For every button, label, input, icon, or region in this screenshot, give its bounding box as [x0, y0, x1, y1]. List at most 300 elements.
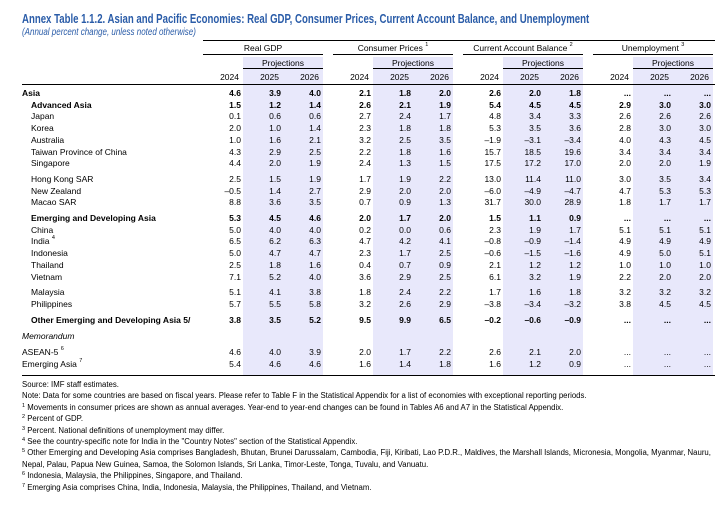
cell-value: 1.9: [309, 158, 321, 169]
cell-value: 4.1: [439, 236, 451, 247]
top-rule: [203, 40, 715, 41]
table-row: [0, 287, 725, 299]
cell-value: –3.2: [564, 298, 581, 309]
cell-value: 4.9: [659, 236, 671, 247]
cell-value: 7.1: [229, 271, 241, 282]
table-row: [0, 359, 725, 371]
footnote-ref: 2: [569, 42, 573, 48]
cell-value: 3.0: [659, 123, 671, 134]
cell-value: 1.7: [399, 213, 411, 223]
table-row: [0, 260, 725, 272]
footnote-text: Indonesia, Malaysia, the Philippines, Singapore, and Thailand.: [27, 471, 243, 481]
cell-value: ...: [623, 358, 631, 369]
cell-value: 18.5: [524, 146, 541, 157]
cell-value: 1.7: [359, 173, 371, 184]
cell-value: 3.2: [529, 271, 541, 282]
cell-value: 2.0: [529, 88, 541, 98]
row-label-text: Thailand: [31, 259, 64, 270]
table-row: [0, 213, 725, 225]
cell-value: 1.8: [569, 88, 581, 98]
cell-value: 1.0: [659, 259, 671, 270]
year-header: 2025: [520, 72, 539, 82]
cell-value: 1.9: [699, 158, 711, 169]
table-row: [0, 236, 725, 248]
cell-value: 1.7: [399, 347, 411, 357]
cell-value: ...: [703, 314, 711, 325]
cell-value: 3.2: [359, 134, 371, 145]
cell-value: 1.3: [399, 158, 411, 169]
row-label-text: Indonesia: [31, 248, 68, 259]
cell-value: 2.1: [529, 347, 541, 357]
cell-value: 2.3: [359, 248, 371, 259]
cell-value: 0.9: [439, 259, 451, 270]
cell-value: 2.7: [359, 111, 371, 122]
cell-value: 4.7: [269, 248, 281, 259]
table-row: [0, 174, 725, 186]
group-header-label: Current Account Balance: [473, 43, 568, 53]
cell-value: –6.0: [484, 185, 501, 196]
cell-value: 2.0: [699, 271, 711, 282]
cell-value: 5.2: [269, 271, 281, 282]
cell-value: 2.4: [399, 111, 411, 122]
cell-value: 3.5: [529, 123, 541, 134]
row-label: [31, 213, 156, 223]
year-header: 2024: [350, 72, 369, 82]
row-label: [31, 135, 64, 145]
cell-value: 1.7: [699, 197, 711, 208]
cell-value: 1.8: [359, 287, 371, 298]
cell-value: 1.6: [439, 146, 451, 157]
footnote: [22, 470, 722, 481]
cell-value: 2.6: [699, 111, 711, 122]
cell-value: 1.9: [569, 271, 581, 282]
cell-value: 1.8: [399, 88, 411, 98]
cell-value: 4.6: [309, 213, 321, 223]
cell-value: 31.7: [484, 197, 501, 208]
cell-value: –3.1: [524, 134, 541, 145]
row-label-text: New Zealand: [31, 185, 82, 196]
table-row: [0, 197, 725, 209]
cell-value: 2.0: [359, 347, 371, 357]
row-label: [31, 260, 64, 270]
group-header: [333, 43, 453, 53]
cell-value: 3.0: [659, 99, 671, 110]
cell-value: 1.6: [269, 134, 281, 145]
projections-header: Projections: [521, 58, 565, 68]
header-rule: [22, 84, 715, 85]
footnote-text: Percent. National definitions of unemployment may differ.: [27, 425, 225, 435]
cell-value: –0.6: [484, 248, 501, 259]
table-row: [0, 147, 725, 159]
cell-value: 1.6: [489, 358, 501, 369]
cell-value: 2.1: [399, 99, 411, 110]
projections-rule: [633, 68, 713, 69]
row-label-text: Asia: [22, 88, 40, 98]
cell-value: 2.7: [309, 185, 321, 196]
cell-value: 2.0: [659, 158, 671, 169]
table-subtitle: (Annual percent change, unless noted otherwise): [22, 27, 196, 38]
table-row: [0, 331, 725, 343]
cell-value: 1.2: [269, 99, 281, 110]
row-label-text: Emerging Asia: [22, 358, 77, 369]
footnote-text: Source: IMF staff estimates.: [22, 380, 119, 389]
row-label: [31, 287, 65, 297]
footnote-ref: 1: [425, 42, 429, 48]
cell-value: 2.6: [619, 111, 631, 122]
cell-value: 1.0: [269, 123, 281, 134]
cell-value: 4.5: [699, 298, 711, 309]
footnote-text: Movements in consumer prices are shown as annual averages. Year-end to year-end changes can be found in Tables A6 and A7 in the Statistical Appendix.: [27, 402, 564, 412]
cell-value: –4.7: [564, 185, 581, 196]
cell-value: 4.5: [699, 134, 711, 145]
cell-value: ...: [663, 314, 671, 325]
group-header-label: Unemployment: [621, 43, 679, 53]
cell-value: 3.8: [229, 314, 241, 325]
cell-value: 5.1: [699, 248, 711, 259]
cell-value: ...: [663, 213, 671, 223]
cell-value: 2.0: [399, 185, 411, 196]
cell-value: 6.5: [439, 314, 451, 325]
cell-value: 2.2: [359, 146, 371, 157]
row-label-text: Memorandum: [22, 331, 75, 342]
cell-value: 6.1: [489, 271, 501, 282]
cell-value: 1.3: [439, 197, 451, 208]
footnote-text: Other Emerging and Developing Asia comprises Bangladesh, Bhutan, Brunei Darussalam, Cambodia, Fiji, Kiribati, Lao P.D.R., Maldives, the Marshall Islands, Micronesia, Mongolia, Myanmar, Nauru, Nepal, Palau, Papua New Guinea, Samoa, the Solomon Islands, Sri Lanka, Timor-Leste, Tonga, Tuvalu, and Vanuatu.: [22, 448, 711, 469]
cell-value: 2.9: [359, 185, 371, 196]
row-label: [31, 100, 92, 110]
cell-value: 1.8: [439, 123, 451, 134]
cell-value: 2.9: [269, 146, 281, 157]
cell-value: 2.5: [439, 271, 451, 282]
cell-value: 3.9: [309, 347, 321, 357]
cell-value: 5.4: [489, 99, 501, 110]
cell-value: 13.0: [484, 173, 501, 184]
cell-value: 0.6: [439, 224, 451, 235]
cell-value: 1.4: [269, 185, 281, 196]
row-label: [31, 272, 62, 282]
row-label-text: India: [31, 236, 50, 247]
cell-value: –0.8: [484, 236, 501, 247]
year-header: 2024: [480, 72, 499, 82]
cell-value: ...: [623, 88, 631, 98]
cell-value: 3.5: [659, 173, 671, 184]
cell-value: –1.9: [484, 134, 501, 145]
cell-value: ...: [703, 358, 711, 369]
cell-value: 3.8: [619, 298, 631, 309]
cell-value: 3.6: [569, 123, 581, 134]
cell-value: 11.4: [525, 173, 541, 184]
cell-value: 3.0: [619, 173, 631, 184]
footnote-number: 2: [22, 414, 26, 421]
table-row: [0, 248, 725, 260]
group-header: [593, 43, 713, 53]
cell-value: 2.5: [229, 173, 241, 184]
footnote: [22, 425, 722, 436]
cell-value: 4.8: [489, 111, 501, 122]
footnote: [22, 447, 722, 470]
cell-value: 0.1: [229, 111, 241, 122]
footnote: [22, 413, 722, 424]
footnote-text: See the country-specific note for India in the "Country Notes" section of the Statistical Appendix.: [27, 437, 358, 447]
row-label: [31, 299, 72, 309]
cell-value: –1.6: [564, 248, 581, 259]
cell-value: 1.8: [619, 197, 631, 208]
cell-value: 1.2: [529, 358, 541, 369]
cell-value: 2.2: [439, 173, 451, 184]
group-rule: [203, 54, 323, 55]
cell-value: 1.5: [229, 99, 241, 110]
cell-value: 6.5: [229, 236, 241, 247]
row-label-text: Emerging and Developing Asia: [31, 213, 156, 223]
cell-value: 4.7: [359, 236, 371, 247]
cell-value: 5.3: [229, 213, 241, 223]
cell-value: 30.0: [524, 197, 541, 208]
cell-value: 3.0: [699, 123, 711, 134]
cell-value: 4.7: [309, 248, 321, 259]
cell-value: 5.1: [699, 224, 711, 235]
cell-value: 3.0: [699, 99, 711, 110]
row-label: [22, 359, 82, 369]
cell-value: 1.8: [269, 259, 281, 270]
cell-value: –0.9: [524, 236, 541, 247]
row-label: [31, 123, 54, 133]
cell-value: 3.4: [699, 173, 711, 184]
footnotes: [22, 379, 722, 493]
row-label: [22, 88, 40, 98]
cell-value: 2.9: [399, 271, 411, 282]
year-header: 2026: [690, 72, 709, 82]
cell-value: 17.2: [524, 158, 541, 169]
cell-value: 0.4: [359, 259, 371, 270]
year-header: 2025: [390, 72, 409, 82]
cell-value: 4.9: [619, 248, 631, 259]
group-header-label: Real GDP: [243, 43, 283, 53]
cell-value: 1.8: [439, 358, 451, 369]
cell-value: 4.5: [569, 99, 581, 110]
cell-value: 2.1: [489, 259, 501, 270]
cell-value: 5.5: [269, 298, 281, 309]
cell-value: 2.3: [489, 224, 501, 235]
table-row: [0, 186, 725, 198]
cell-value: 2.0: [659, 271, 671, 282]
footnote-number: 3: [22, 425, 26, 432]
group-header-label: Consumer Prices: [357, 43, 423, 53]
cell-value: –3.4: [564, 134, 581, 145]
row-label-text: Singapore: [31, 158, 70, 169]
cell-value: 2.8: [619, 123, 631, 134]
cell-value: 19.6: [564, 146, 581, 157]
table-row: [0, 88, 725, 100]
cell-value: 3.2: [659, 287, 671, 298]
cell-value: 5.4: [229, 358, 241, 369]
cell-value: ...: [623, 314, 631, 325]
row-label: [31, 315, 190, 325]
cell-value: ...: [703, 88, 711, 98]
cell-value: 4.0: [269, 224, 281, 235]
row-label-text: Other Emerging and Developing Asia 5/: [31, 314, 191, 325]
group-rule: [333, 54, 453, 55]
projections-header: Projections: [651, 58, 695, 68]
cell-value: 2.2: [439, 347, 451, 357]
cell-value: 9.9: [399, 314, 411, 325]
cell-value: 1.0: [229, 134, 241, 145]
table-row: [0, 225, 725, 237]
cell-value: 2.6: [399, 298, 411, 309]
table-row: [0, 158, 725, 170]
cell-value: 5.0: [229, 224, 241, 235]
footnote-ref: 6: [60, 346, 64, 352]
row-label-text: Macao SAR: [31, 197, 77, 208]
cell-value: 1.7: [439, 111, 451, 122]
cell-value: 0.9: [399, 197, 411, 208]
cell-value: 2.9: [619, 99, 631, 110]
footnote: [22, 390, 722, 401]
cell-value: 1.2: [529, 259, 541, 270]
cell-value: 4.0: [309, 224, 321, 235]
row-label: [31, 158, 70, 168]
cell-value: ...: [663, 88, 671, 98]
projections-header: Projections: [391, 58, 435, 68]
cell-value: 5.7: [229, 298, 241, 309]
cell-value: 1.9: [309, 173, 321, 184]
cell-value: 1.7: [399, 248, 411, 259]
footnote-ref: 4: [51, 235, 55, 242]
cell-value: 5.8: [309, 298, 321, 309]
row-label: [31, 248, 68, 258]
row-label-text: Philippines: [31, 298, 73, 309]
cell-value: –0.2: [484, 314, 501, 325]
footnote-number: 7: [22, 482, 26, 489]
cell-value: 8.8: [229, 197, 241, 208]
footnote-text: Percent of GDP.: [27, 414, 83, 424]
cell-value: 1.9: [529, 224, 541, 235]
cell-value: 2.0: [229, 123, 241, 134]
cell-value: 1.1: [529, 213, 541, 223]
table-row: [0, 347, 725, 359]
year-header: 2026: [430, 72, 449, 82]
row-label: [31, 111, 54, 121]
cell-value: 3.4: [619, 146, 631, 157]
cell-value: 2.0: [569, 347, 581, 357]
footnote-ref: 3: [681, 42, 685, 48]
cell-value: –0.5: [224, 185, 241, 196]
cell-value: 2.6: [489, 88, 501, 98]
cell-value: 5.3: [699, 185, 711, 196]
cell-value: 2.5: [439, 248, 451, 259]
footnote-number: 4: [22, 437, 26, 444]
cell-value: 2.6: [659, 111, 671, 122]
year-header: 2024: [610, 72, 629, 82]
year-header: 2025: [260, 72, 279, 82]
table-row: [0, 315, 725, 327]
cell-value: 1.6: [309, 259, 321, 270]
group-rule: [463, 54, 583, 55]
cell-value: 6.3: [309, 236, 321, 247]
cell-value: 2.2: [619, 271, 631, 282]
cell-value: 1.0: [619, 259, 631, 270]
cell-value: 1.6: [359, 358, 371, 369]
cell-value: 5.1: [229, 287, 241, 298]
cell-value: 1.9: [399, 173, 411, 184]
footnote-text: Emerging Asia comprises China, India, Indonesia, Malaysia, the Philippines, Thailand, and Vietnam.: [27, 482, 372, 492]
cell-value: 5.3: [659, 185, 671, 196]
cell-value: 4.6: [229, 88, 241, 98]
cell-value: 1.5: [489, 213, 501, 223]
cell-value: 1.4: [309, 99, 321, 110]
cell-value: 5.0: [229, 248, 241, 259]
cell-value: 4.1: [269, 287, 281, 298]
row-label: [22, 347, 64, 357]
cell-value: 4.3: [229, 146, 241, 157]
cell-value: 17.0: [564, 158, 581, 169]
row-label-text: Australia: [31, 134, 65, 145]
cell-value: 1.0: [699, 259, 711, 270]
cell-value: 2.4: [399, 287, 411, 298]
row-label-text: Japan: [31, 111, 55, 122]
cell-value: 2.9: [439, 298, 451, 309]
table-row: [0, 135, 725, 147]
cell-value: 0.7: [399, 259, 411, 270]
cell-value: ...: [663, 347, 671, 357]
cell-value: 1.6: [529, 287, 541, 298]
row-label-text: Korea: [31, 123, 54, 134]
footnote: [22, 482, 722, 493]
cell-value: 5.1: [659, 224, 671, 235]
cell-value: –1.4: [564, 236, 581, 247]
table-row: [0, 111, 725, 123]
row-label-text: ASEAN-5: [22, 347, 59, 357]
cell-value: 5.2: [309, 314, 321, 325]
cell-value: ...: [663, 358, 671, 369]
table-row: [0, 299, 725, 311]
cell-value: 5.0: [659, 248, 671, 259]
row-label-text: Vietnam: [31, 271, 63, 282]
cell-value: –4.9: [524, 185, 541, 196]
cell-value: 0.0: [399, 224, 411, 235]
cell-value: 1.8: [399, 123, 411, 134]
cell-value: 28.9: [564, 197, 581, 208]
cell-value: –0.9: [564, 314, 581, 325]
cell-value: 1.7: [489, 287, 501, 298]
projections-rule: [503, 68, 583, 69]
cell-value: 4.3: [659, 134, 671, 145]
cell-value: 6.2: [269, 236, 281, 247]
footnote-text: Note: Data for some countries are based on fiscal years. Please refer to Table F in the Statistical Appendix for a list of economies with exceptional reporting periods.: [22, 391, 587, 401]
row-label-text: Advanced Asia: [31, 99, 92, 110]
cell-value: 2.1: [309, 134, 321, 145]
cell-value: 2.0: [439, 213, 451, 223]
cell-value: 3.5: [439, 134, 451, 145]
cell-value: 4.5: [659, 298, 671, 309]
year-header: 2026: [560, 72, 579, 82]
cell-value: 3.4: [529, 111, 541, 122]
row-label: [31, 236, 55, 246]
year-header: 2026: [300, 72, 319, 82]
footnote-ref: 7: [79, 357, 83, 364]
cell-value: 0.9: [569, 358, 581, 369]
cell-value: 3.2: [699, 287, 711, 298]
cell-value: ...: [703, 213, 711, 223]
year-header: 2025: [650, 72, 669, 82]
cell-value: 3.5: [269, 314, 281, 325]
bottom-rule: [22, 375, 715, 376]
cell-value: 4.6: [269, 358, 281, 369]
row-label: [31, 197, 76, 207]
cell-value: 1.8: [569, 287, 581, 298]
cell-value: 2.4: [359, 158, 371, 169]
cell-value: 1.5: [269, 173, 281, 184]
cell-value: 3.6: [269, 197, 281, 208]
